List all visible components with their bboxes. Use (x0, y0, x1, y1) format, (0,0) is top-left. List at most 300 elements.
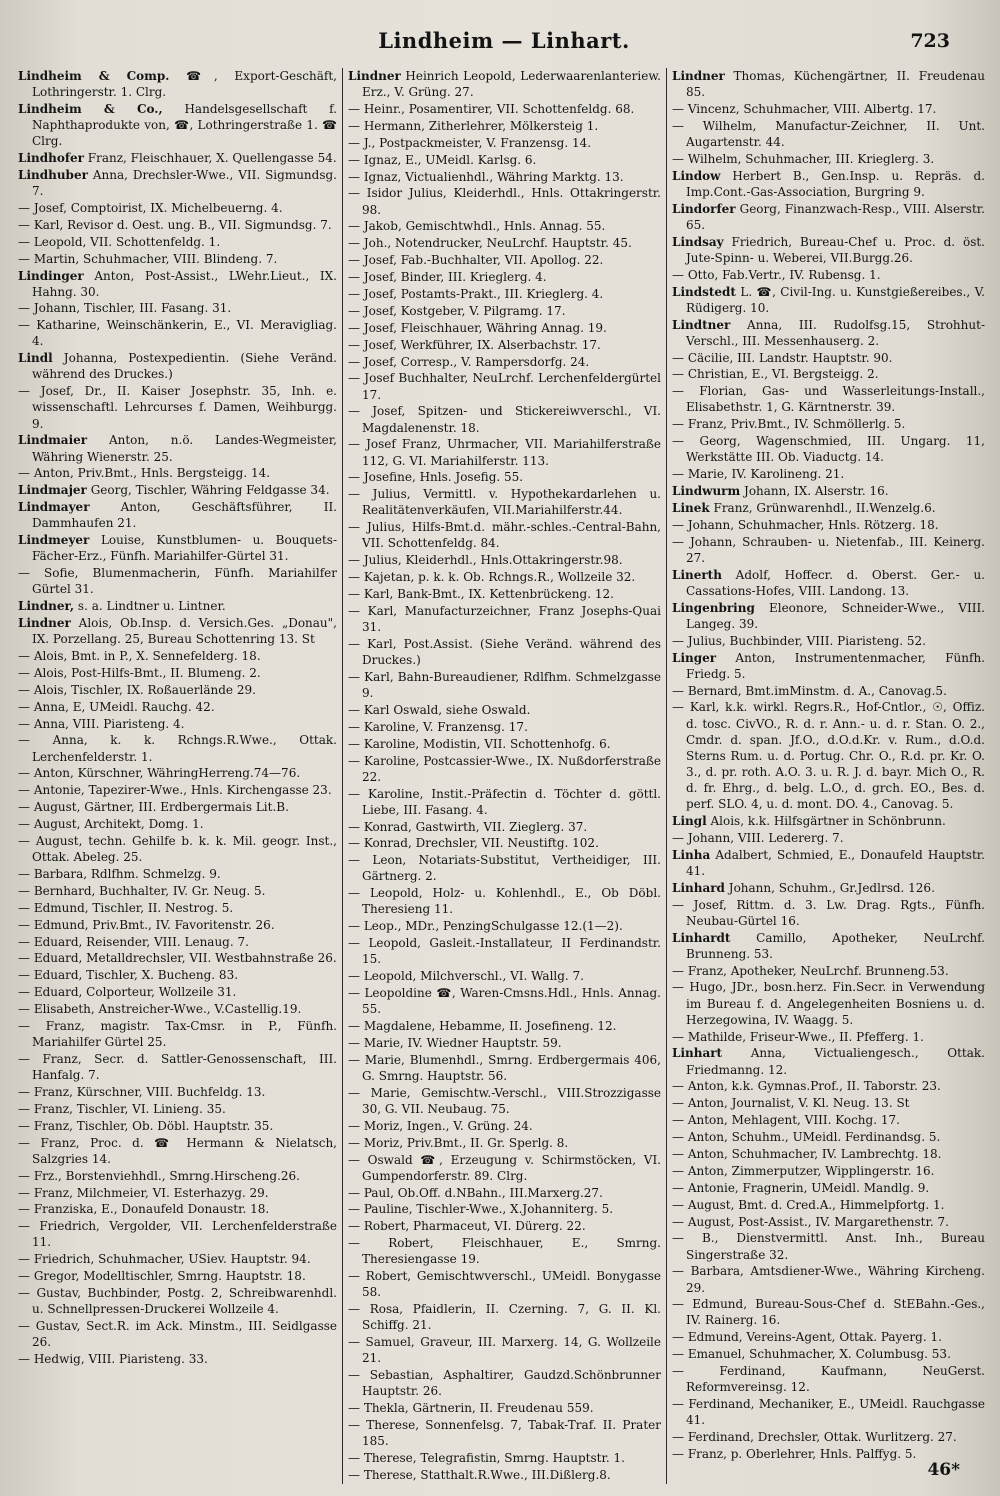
entry-text: — Marie, IV. Wiedner Hauptstr. 59. (348, 1035, 562, 1050)
directory-entry (348, 135, 661, 151)
entry-text: — Hermann, Zitherlehrer, Mölkersteig 1. (348, 118, 599, 133)
entry-text: — Frz., Borstenviehhdl., Smrng.Hirscheng.26. (18, 1168, 300, 1183)
entry-text: — Sofie, Blumenmacherin, Fünfh. Mariahilfer Gürtel 31. (18, 566, 337, 597)
directory-entry (18, 765, 337, 781)
directory-entry (672, 1078, 985, 1094)
entry-surname: Lindheim & Comp. (18, 69, 170, 83)
directory-entry (348, 1235, 661, 1267)
directory-entry (348, 320, 661, 336)
directory-entry (672, 1346, 985, 1362)
directory-entry (18, 101, 337, 149)
entry-text: — Anton, Zimmerputzer, Wipplingerstr. 16. (672, 1163, 935, 1178)
entry-text: — Kajetan, p. k. k. Ob. Rchngs.R., Wollzeile 32. (348, 570, 636, 585)
entry-text: — Eduard, Tischler, X. Bucheng. 83. (18, 968, 239, 983)
directory-entry (18, 300, 337, 316)
entry-surname: Lindwurm (672, 484, 741, 499)
entry-text: — Antonie, Fragnerin, UMeidl. Mandlg. 9. (672, 1180, 930, 1195)
entry-text: — Ignaz, E., UMeidl. Karlsg. 6. (348, 152, 537, 167)
directory-entry (672, 963, 985, 979)
directory-columns (18, 68, 990, 1484)
directory-entry (348, 218, 661, 234)
directory-entry (348, 1334, 661, 1366)
directory-entry (18, 1168, 337, 1184)
directory-entry (348, 252, 661, 268)
directory-entry (18, 234, 337, 250)
running-title: Lindheim — Linhart. (378, 28, 630, 53)
directory-entry (348, 436, 661, 468)
directory-entry (348, 835, 661, 851)
directory-entry (18, 68, 337, 100)
entry-text: Heinrich Leopold, Lederwaarenlanteriew. Erz., V. Grüng. 27. (362, 69, 661, 100)
directory-entry (18, 598, 337, 614)
entry-surname: Lindow (672, 168, 721, 183)
entry-text: — Karoline, Postcassier-Wwe., IX. Nußdorferstraße 22. (348, 753, 661, 784)
directory-entry (672, 633, 985, 649)
directory-entry (672, 234, 985, 266)
directory-entry (18, 900, 337, 916)
entry-text: — August, Gärtner, III. Erdbergermais Lit.B. (18, 800, 289, 815)
entry-text: — Josef, Rittm. d. 3. Lw. Drag. Rgts., Fünfh. Neubau-Gürtel 16. (672, 897, 985, 928)
entry-surname: Lindner, (18, 599, 75, 614)
directory-entry (348, 1135, 661, 1151)
entry-text: — Paul, Ob.Off. d.NBahn., III.Marxerg.27. (348, 1185, 603, 1200)
entry-text: — Franz, Secr. d. Sattler-Genossenschaft, III. Hanfalg. 7. (18, 1052, 337, 1083)
directory-entry (348, 852, 661, 884)
directory-entry (348, 1467, 661, 1483)
directory-entry (672, 317, 985, 349)
directory-entry (348, 1118, 661, 1134)
page-number: 723 (910, 30, 950, 52)
directory-entry (348, 1201, 661, 1217)
directory-entry (672, 1095, 985, 1111)
directory-entry (348, 1450, 661, 1466)
directory-entry (672, 813, 985, 829)
entry-text: — Karoline, Modistin, VII. Schottenhofg. 6. (348, 736, 611, 751)
entry-text: — Thekla, Gärtnerin, II. Freudenau 559. (348, 1401, 594, 1416)
entry-text: — Anna, k. k. Rchngs.R.Wwe., Ottak. Lerchenfelderstr. 1. (18, 733, 337, 764)
directory-entry (672, 483, 985, 499)
entry-text: — Anna, E, UMeidl. Rauchg. 42. (18, 699, 215, 714)
entry-text: Georg, Tischler, Währing Feldgasse 34. (86, 483, 330, 498)
directory-entry (672, 1263, 985, 1295)
entry-text: — Jakob, Gemischtwhdl., Hnls. Annag. 55. (348, 219, 606, 234)
directory-entry (348, 303, 661, 319)
entry-text: Anna, III. Rudolfsg.15, Strohhut-Verschl., III. Messenhauserg. 2. (686, 317, 985, 348)
entry-text: — Anton, Schuhm., UMeidl. Ferdinandsg. 5. (672, 1130, 941, 1145)
entry-text: — Franz, Tischler, Ob. Döbl. Hauptstr. 35. (18, 1118, 274, 1133)
directory-entry (348, 519, 661, 551)
entry-surname: Lindmeyer (18, 533, 90, 548)
directory-entry (672, 534, 985, 566)
entry-text: — Karoline, Instit.-Präfectin d. Töchter d. göttl. Liebe, III. Fasang. 4. (348, 786, 661, 817)
entry-text: — August, Architekt, Domg. 1. (18, 817, 204, 832)
entry-text: Alois, k.k. Hilfsgärtner in Schönbrunn. (706, 813, 946, 828)
entry-text: — Franz, Tischler, VI. Linieng. 35. (18, 1101, 226, 1116)
entry-text: — Florian, Gas- und Wasserleitungs-Install., Elisabethstr. 1, G. Kärntnerstr. 39. (672, 384, 985, 415)
directory-entry (348, 786, 661, 818)
entry-text: — Hugo, JDr., bosn.herz. Fin.Secr. in Verwendung im Bureau f. d. Angelegenheiten Bosniens u. d. Herzegowina, IV. Waagg. 5. (672, 980, 985, 1027)
entry-text: — Konrad, Gastwirth, VII. Zieglerg. 37. (348, 819, 588, 834)
entry-text: — Josef, Dr., II. Kaiser Josephstr. 35, Inh. e. wissenschaftl. Lehrcurses f. Damen, Weihburgg. 9. (18, 384, 337, 431)
directory-entry (18, 917, 337, 933)
entry-text: — Alois, Bmt. in P., X. Sennefelderg. 18. (18, 649, 261, 664)
entry-text: — Bernard, Bmt.imMinstm. d. A., Canovag.5. (672, 683, 947, 698)
entry-text: Herbert B., Gen.Insp. u. Repräs. d. Imp.Cont.-Gas-Association, Burgring 9. (686, 168, 985, 199)
entry-text: — Therese, Statthalt.R.Wwe., III.Dißlerg.8. (348, 1467, 611, 1482)
directory-entry (672, 517, 985, 533)
entry-text: — Vincenz, Schuhmacher, VIII. Albertg. 17. (672, 101, 937, 116)
column-right (666, 68, 990, 1484)
directory-entry (348, 1367, 661, 1399)
directory-entry (672, 118, 985, 150)
directory-entry (18, 532, 337, 564)
entry-surname: Lindstedt (672, 284, 736, 299)
directory-entry (18, 816, 337, 832)
entry-text: — Franz, Priv.Bmt., IV. Schmöllerlg. 5. (672, 417, 906, 432)
entry-text: — Josef, Kostgeber, V. Pilgramg. 17. (348, 303, 566, 318)
entry-text: — Karoline, V. Franzensg. 17. (348, 719, 528, 734)
directory-entry (672, 880, 985, 896)
entry-text: — Martin, Schuhmacher, VIII. Blindeng. 7. (18, 251, 278, 266)
directory-entry (348, 669, 661, 701)
column-middle (342, 68, 666, 1484)
directory-entry (348, 1085, 661, 1117)
entry-surname: Lindner (348, 69, 401, 83)
directory-entry (672, 433, 985, 465)
entry-text: — Cäcilie, III. Landstr. Hauptstr. 90. (672, 350, 893, 365)
entry-text: — Anton, k.k. Gymnas.Prof., II. Taborstr. 23. (672, 1079, 941, 1094)
directory-entry (672, 650, 985, 682)
entry-text: — Josef Buchhalter, NeuLrchf. Lerchenfeldergürtel 17. (348, 371, 661, 402)
directory-entry (672, 383, 985, 415)
entry-text: Franz, Fleischhauer, X. Quellengasse 54. (83, 151, 337, 166)
entry-text: — Anna, VIII. Piaristeng. 4. (18, 716, 185, 731)
entry-text: — Edmund, Vereins-Agent, Ottak. Payerg. 1. (672, 1330, 942, 1345)
entry-text: — Josefine, Hnls. Josefig. 55. (348, 470, 524, 485)
directory-entry (672, 350, 985, 366)
directory-entry (672, 600, 985, 632)
entry-surname: Linhart (672, 1046, 723, 1061)
directory-entry (348, 885, 661, 917)
entry-text: — Edmund, Priv.Bmt., IV. Favoritenstr. 26. (18, 917, 275, 932)
entry-text: — Leopoldine ☎, Waren-Cmsns.Hdl., Hnls. Annag. 55. (348, 986, 661, 1017)
entry-text: — Karl, Post.Assist. (Siehe Veränd. während des Druckes.) (348, 636, 661, 667)
entry-text: — Oswald ☎, Erzeugung v. Schirmstöcken, VI. Gumpendorferstr. 89. Clrg. (348, 1152, 661, 1183)
entry-text: — Gustav, Sect.R. im Ack. Minstm., III. Seidlgasse 26. (18, 1319, 337, 1350)
entry-text: — Anton, Journalist, V. Kl. Neug. 13. St (672, 1096, 910, 1111)
directory-entry (18, 1268, 337, 1284)
entry-text: Anton, Post-Assist., LWehr.Lieut., IX. Hahng. 30. (32, 268, 337, 299)
entry-text: Johanna, Postexpedientin. (Siehe Veränd. während des Druckes.) (32, 351, 337, 382)
entry-text: — Anton, Kürschner, WähringHerreng.74—76. (18, 766, 301, 781)
entry-text: — Robert, Fleischhauer, E., Smrng. Theresiengasse 19. (348, 1236, 661, 1267)
entry-text: — Alois, Post-Hilfs-Bmt., II. Blumeng. 2. (18, 665, 261, 680)
directory-entry (348, 370, 661, 402)
entry-text: — Therese, Telegrafistin, Smrng. Hauptstr. 1. (348, 1451, 625, 1465)
directory-entry (672, 1129, 985, 1145)
directory-entry (672, 1197, 985, 1213)
entry-text: — Eduard, Reisender, VIII. Lenaug. 7. (18, 934, 249, 949)
entry-text: — Julius, Kleiderhdl., Hnls.Ottakringerstr.98. (348, 553, 623, 568)
entry-surname: Lingl (672, 813, 707, 828)
entry-text: — Karl, k.k. wirkl. Regrs.R., Hof-Cntlor., ☉, Offiz. d. tosc. CivVO., R. d. r. Ann.- u. d. r. Stan. O. 2., Cmdr. d. span. Jf.O., d.O.d.Kr. v. Rum., d.O.d. Sterns Rum. u. d. Portug. Chr. O., R.d. pr. Kr. O. 3., d. pr. roth. A.O. 3. u. R. J. d. bayr. Mich O., R. d. fr. Ehrg., d. belg. L.O., d. grch. EO., Bes. d. perf. SLO. 4, u. d. mont. DO. 4., Canovag. 5. (672, 700, 985, 812)
directory-entry (672, 366, 985, 382)
directory-entry (672, 201, 985, 233)
entry-surname: Lindinger (18, 268, 84, 283)
entry-surname: Lindner (18, 616, 71, 631)
directory-entry (348, 169, 661, 185)
entry-text: — Karl, Manufacturzeichner, Franz Josephs-Quai 31. (348, 603, 661, 635)
entry-text: — Georg, Wagenschmied, III. Ungarg. 11, Werkstätte III. Ob. Viaductg. 14. (672, 434, 985, 465)
entry-surname: Lindorfer (672, 201, 736, 216)
entry-text: Alois, Ob.Insp. d. Versich.Ges. „Donau", IX. Porzellang. 25, Bureau Schottenring 13. St (32, 616, 337, 647)
directory-entry (18, 1218, 337, 1250)
directory-entry (348, 1185, 661, 1201)
entry-text: — Josef, Postamts-Prakt., III. Krieglerg. 4. (348, 286, 604, 301)
directory-entry (18, 934, 337, 950)
directory-entry (18, 317, 337, 349)
entry-text: Thomas, Küchengärtner, II. Freudenau 85. (686, 69, 985, 100)
directory-entry (18, 866, 337, 882)
entry-text: — Moriz, Ingen., V. Grüng. 24. (348, 1118, 533, 1133)
directory-entry (672, 1329, 985, 1345)
entry-text: — Edmund, Bureau-Sous-Chef d. StEBahn.-Ges., IV. Rainerg. 16. (672, 1297, 985, 1328)
directory-entry (18, 268, 337, 300)
directory-entry (672, 1230, 985, 1262)
entry-text: — Elisabeth, Anstreicher-Wwe., V.Castellig.19. (18, 1002, 302, 1017)
directory-entry (18, 1084, 337, 1100)
entry-text: — Eduard, Colporteur, Wollzeile 31. (18, 985, 237, 1000)
entry-text: — Katharine, Weinschänkerin, E., VI. Meravigliag. 4. (18, 318, 337, 349)
entry-text: Johann, Schuhm., Gr.Jedlrsd. 126. (724, 880, 935, 895)
entry-text: — B., Dienstvermittl. Anst. Inh., Bureau Singerstraße 32. (672, 1231, 985, 1262)
entry-text: — Samuel, Graveur, III. Marxerg. 14, G. Wollzeile 21. (348, 1335, 661, 1366)
directory-entry (348, 185, 661, 217)
entry-text: — Josef, Corresp., V. Rampersdorfg. 24. (348, 354, 590, 369)
entry-text: — Josef, Comptoirist, IX. Michelbeuerng. 4. (18, 200, 283, 215)
entry-text: — Anton, Mehlagent, VIII. Kochg. 17. (672, 1113, 900, 1128)
directory-entry (348, 1301, 661, 1333)
entry-surname: Linhardt (672, 930, 731, 945)
directory-entry (672, 1296, 985, 1328)
directory-entry (672, 1429, 985, 1445)
directory-entry (348, 702, 661, 718)
directory-entry (672, 1045, 985, 1077)
entry-surname: Lindsay (672, 234, 724, 249)
directory-entry (348, 1018, 661, 1034)
directory-entry (672, 979, 985, 1027)
directory-entry (18, 499, 337, 531)
entry-text: — Edmund, Tischler, II. Nestrog. 5. (18, 900, 234, 915)
directory-entry (18, 615, 337, 647)
directory-entry (672, 1029, 985, 1045)
entry-text: — Magdalene, Hebamme, II. Josefineng. 12. (348, 1019, 617, 1034)
directory-entry (18, 1318, 337, 1350)
directory-entry (348, 469, 661, 485)
entry-text: — Barbara, Amtsdiener-Wwe., Währing Kircheng. 29. (672, 1264, 985, 1295)
entry-text: — Josef, Spitzen- und Stickereiwverschl., VI. Magdalenenstr. 18. (348, 404, 661, 435)
entry-surname: Linerth (672, 567, 722, 582)
directory-entry (672, 1163, 985, 1179)
entry-text: — Gregor, Modelltischler, Smrng. Hauptstr. 18. (18, 1269, 306, 1284)
directory-entry (18, 432, 337, 464)
entry-text: L. ☎, Civil-Ing. u. Kunstgießereibes., V. Rüdigerg. 10. (686, 284, 985, 315)
directory-entry (348, 101, 661, 117)
entry-text: — Karl, Revisor d. Oest. ung. B., VII. Sigmundsg. 7. (18, 217, 332, 232)
entry-surname: Lindhofer (18, 151, 84, 166)
directory-entry (348, 552, 661, 568)
entry-surname: Lindtner (672, 317, 731, 332)
directory-entry (18, 833, 337, 865)
entry-text: ☎, Export-Geschäft, Lothringerstr. 1. Clrg. (32, 69, 337, 100)
entry-text: — Franz, Kürschner, VIII. Buchfeldg. 13. (18, 1084, 266, 1099)
entry-text: Adolf, Hoffecr. d. Oberst. Ger.- u. Cassations-Hofes, VIII. Landong. 13. (686, 567, 985, 598)
sheet-signature: 46* (927, 1460, 960, 1480)
entry-text: — Otto, Fab.Vertr., IV. Rubensg. 1. (672, 267, 881, 282)
directory-entry (348, 118, 661, 134)
entry-text: — Julius, Vermittl. v. Hypothekardarlehen u. Realitätenverkäufen, VII.Mariahilferstr.44. (348, 487, 661, 518)
entry-text: Georg, Finanzwach-Resp., VIII. Alserstr. 65. (686, 201, 985, 232)
entry-text: — Josef, Fab.-Buchhalter, VII. Apollog. 22. (348, 253, 604, 268)
directory-entry (348, 636, 661, 668)
entry-surname: Linek (672, 500, 710, 515)
directory-entry (18, 682, 337, 698)
entry-text: — Wilhelm, Manufactur-Zeichner, II. Unt. Augartenstr. 44. (672, 118, 985, 149)
directory-entry (18, 1351, 337, 1367)
entry-text: — Franz, Proc. d. ☎ Hermann & Nielatsch, Salzgries 14. (18, 1135, 337, 1166)
entry-text: — Josef, Binder, III. Krieglerg. 4. (348, 270, 547, 285)
entry-text: Eleonore, Schneider-Wwe., VIII. Langeg. 39. (686, 600, 985, 631)
entry-text: — Alois, Tischler, IX. Roßauerlände 29. (18, 682, 256, 697)
entry-text: — Franziska, E., Donaufeld Donaustr. 18. (18, 1202, 270, 1217)
directory-entry (18, 883, 337, 899)
entry-text: Adalbert, Schmied, E., Donaufeld Hauptstr. 41. (686, 847, 985, 878)
entry-text: — Marie, IV. Karolineng. 21. (672, 467, 845, 482)
entry-text: — Rosa, Pfaidlerin, II. Czerning. 7, G. II. Kl. Schiffg. 21. (348, 1302, 661, 1333)
entry-text: — August, techn. Gehilfe b. k. k. Mil. geogr. Inst., Ottak. Abeleg. 25. (18, 834, 337, 865)
entry-text: Anna, Victualiengesch., Ottak. Friedmanng. 12. (686, 1046, 985, 1077)
entry-text: — Ferdinand, Kaufmann, NeuGerst. Reformvereinsg. 12. (672, 1364, 985, 1395)
directory-entry (348, 918, 661, 934)
directory-entry (18, 251, 337, 267)
directory-entry (18, 1251, 337, 1267)
entry-text: — Gustav, Buchbinder, Postg. 2, Schreibwarenhdl. u. Schnellpressen-Druckerei Wollzeile 4. (18, 1286, 337, 1317)
entry-text: — J., Postpackmeister, V. Franzensg. 14. (348, 135, 592, 150)
directory-entry (18, 1001, 337, 1017)
entry-text: — Leopold, Milchverschl., VI. Wallg. 7. (348, 969, 584, 984)
directory-entry (672, 68, 985, 100)
directory-entry (672, 683, 985, 699)
directory-entry (18, 217, 337, 233)
entry-text: Anton, n.ö. Landes-Wegmeister, Währing Wienerstr. 25. (32, 433, 337, 464)
directory-entry (672, 1396, 985, 1428)
directory-entry (18, 967, 337, 983)
entry-text: — Antonie, Tapezirer-Wwe., Hnls. Kirchengasse 23. (18, 783, 332, 798)
directory-entry (18, 150, 337, 166)
entry-text: — Josef Franz, Uhrmacher, VII. Mariahilferstraße 112, G. VI. Mariahilferstr. 113. (348, 437, 661, 468)
directory-entry (18, 1285, 337, 1317)
directory-entry (18, 782, 337, 798)
entry-text: — Josef, Fleischhauer, Währing Annag. 19. (348, 320, 607, 335)
entry-text: — Franz, Milchmeier, VI. Esterhazyg. 29. (18, 1185, 269, 1200)
directory-entry (672, 168, 985, 200)
directory-entry (672, 500, 985, 516)
directory-entry (18, 1201, 337, 1217)
directory-entry (348, 819, 661, 835)
directory-entry (348, 286, 661, 302)
entry-text: — Christian, E., VI. Bergsteigg. 2. (672, 367, 879, 382)
directory-entry (348, 603, 661, 635)
entry-text: — Franz, Apotheker, NeuLrchf. Brunneng.53. (672, 963, 949, 978)
entry-text: — Moriz, Priv.Bmt., II. Gr. Sperlg. 8. (348, 1135, 569, 1150)
directory-entry (672, 466, 985, 482)
entry-text: Anton, Instrumentenmacher, Fünfh. Friedg. 5. (686, 650, 985, 681)
entry-text: — Ferdinand, Drechsler, Ottak. Wurlitzerg. 27. (672, 1430, 957, 1445)
entry-text: — Marie, Blumenhdl., Smrng. Erdbergermais 406, G. Smrng. Hauptstr. 56. (348, 1052, 661, 1083)
entry-text: — Johann, VIII. Ledererg. 7. (672, 830, 844, 845)
entry-text: — Wilhelm, Schuhmacher, III. Krieglerg. 3. (672, 151, 935, 166)
entry-text: — Karl Oswald, siehe Oswald. (348, 702, 531, 717)
entry-text: Franz, Grünwarenhdl., II.Wenzelg.6. (709, 500, 936, 515)
directory-entry (348, 354, 661, 370)
directory-entry (348, 152, 661, 168)
entry-text: — Karl, Bahn-Bureaudiener, Rdlfhm. Schmelzgasse 9. (348, 669, 661, 700)
entry-text: — Franz, p. Oberlehrer, Hnls. Palffyg. 5. (672, 1447, 917, 1462)
directory-entry (18, 167, 337, 199)
entry-text: — Isidor Julius, Kleiderhdl., Hnls. Ottakringerstr. 98. (348, 186, 661, 217)
directory-entry (672, 930, 985, 962)
entry-text: — August, Post-Assist., IV. Margarethenstr. 7. (672, 1214, 949, 1229)
entry-text: — Leon, Notariats-Substitut, Vertheidiger, III. Gärtnerg. 2. (348, 853, 661, 884)
entry-text: Anton, Geschäftsführer, II. Dammhaufen 21. (32, 500, 337, 531)
directory-entry (348, 1152, 661, 1184)
entry-text: — Julius, Hilfs-Bmt.d. mähr.-schles.-Central-Bahn, VII. Schottenfeldg. 84. (348, 520, 661, 551)
directory-entry (18, 200, 337, 216)
entry-text: — Pauline, Tischler-Wwe., X.Johanniterg. 5. (348, 1202, 614, 1217)
entry-text: Friedrich, Bureau-Chef u. Proc. d. öst. Jute-Spinn- u. Weberei, VII.Burgg.26. (686, 234, 985, 265)
directory-entry (672, 267, 985, 283)
entry-text: — Johann, Schrauben- u. Nietenfab., III. Keinerg. 27. (672, 534, 985, 565)
entry-text: — Hedwig, VIII. Piaristeng. 33. (18, 1352, 208, 1367)
directory-entry (18, 1101, 337, 1117)
entry-text: — Julius, Buchbinder, VIII. Piaristeng. 52. (672, 633, 926, 648)
directory-entry (18, 350, 337, 382)
entry-text: — Friedrich, Schuhmacher, USiev. Hauptstr. 94. (18, 1252, 311, 1267)
directory-entry (348, 403, 661, 435)
directory-entry (672, 1363, 985, 1395)
directory-entry (348, 719, 661, 735)
directory-entry (18, 716, 337, 732)
directory-entry (348, 1035, 661, 1051)
directory-entry (18, 1118, 337, 1134)
entry-text: — Sebastian, Asphaltirer, Gaudzd.Schönbrunner Hauptstr. 26. (348, 1368, 661, 1399)
directory-entry (348, 68, 661, 100)
directory-entry (348, 985, 661, 1017)
entry-text: — Ferdinand, Mechaniker, E., UMeidl. Rauchgasse 41. (672, 1397, 985, 1428)
entry-text: — Anton, Schuhmacher, IV. Lambrechtg. 18. (672, 1146, 942, 1161)
directory-entry (672, 1214, 985, 1230)
entry-text: Louise, Kunstblumen- u. Bouquets-Fächer-Erz., Fünfh. Mariahilfer-Gürtel 31. (32, 533, 337, 564)
directory-entry (672, 897, 985, 929)
directory-entry (18, 383, 337, 431)
entry-text: — Marie, Gemischtw.-Verschl., VIII.Strozzigasse 30, G. VII. Neubaug. 75. (348, 1085, 661, 1116)
entry-surname: Lindhuber (18, 167, 88, 182)
entry-text: — Joh., Notendrucker, NeuLrchf. Hauptstr. 45. (348, 236, 632, 251)
entry-surname: Lindner (672, 69, 725, 83)
entry-surname: Lindl (18, 351, 53, 366)
directory-entry (672, 699, 985, 812)
directory-entry (348, 1052, 661, 1084)
